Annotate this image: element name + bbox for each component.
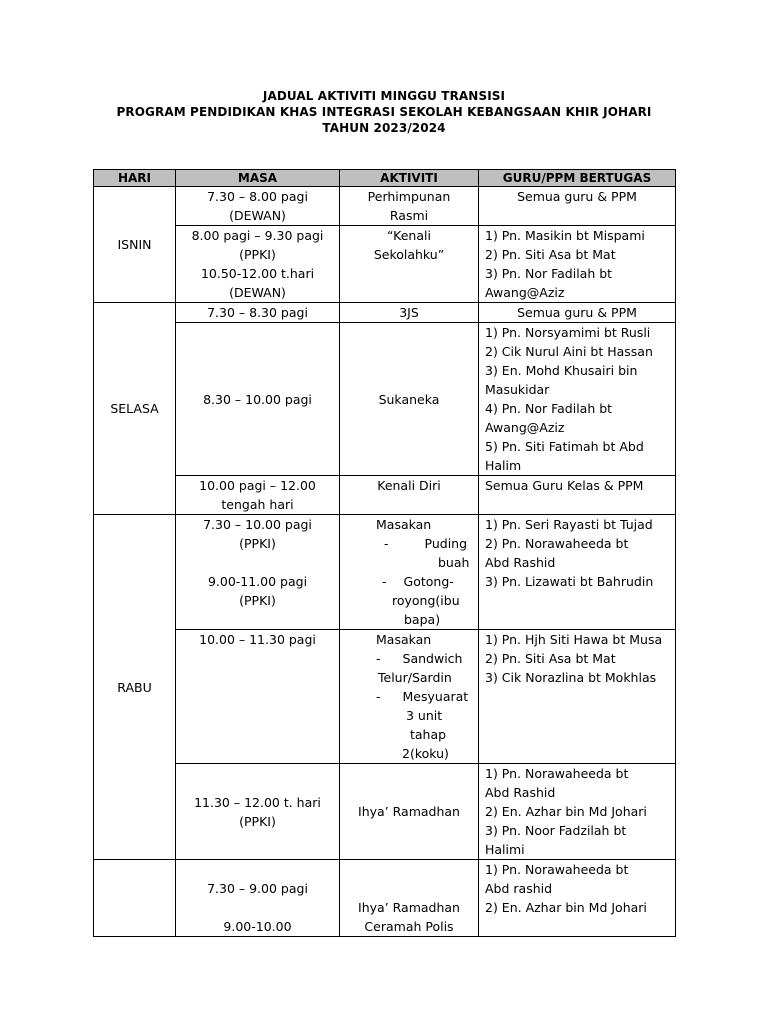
table-row <box>94 764 676 860</box>
aktiviti-cell: “Kenali Sekolahku” <box>340 226 479 303</box>
masa-cell: 10.00 pagi – 12.00 tengah hari <box>176 476 340 515</box>
table-row <box>94 515 676 630</box>
column-header-hari: HARI <box>94 170 176 187</box>
masa-cell: 10.00 – 11.30 pagi <box>176 630 340 764</box>
aktiviti-cell: Masakan - Puding buah - Gotong- royong(ibu bapa) <box>340 515 479 630</box>
guru-cell: Semua guru & PPM <box>479 303 676 323</box>
document-year: TAHUN 2023/2024 <box>322 121 446 135</box>
aktiviti-cell: Perhimpunan Rasmi <box>340 187 479 226</box>
guru-cell: 1) Pn. Masikin bt Mispami 2) Pn. Siti Asa bt Mat 3) Pn. Nor Fadilah bt Awang@Aziz <box>479 226 676 303</box>
schedule-table <box>93 169 676 937</box>
masa-cell: 8.30 – 10.00 pagi <box>176 323 340 476</box>
day-cell-empty <box>94 860 176 937</box>
column-header-masa: MASA <box>176 170 340 187</box>
guru-cell: Semua guru & PPM <box>479 187 676 226</box>
aktiviti-cell: 3JS <box>340 303 479 323</box>
day-cell-rabu: RABU <box>94 515 176 860</box>
masa-cell: 7.30 – 8.00 pagi (DEWAN) <box>176 187 340 226</box>
guru-cell: 1) Pn. Norawaheeda bt Abd Rashid 2) En. Azhar bin Md Johari 3) Pn. Noor Fadzilah bt Halimi <box>479 764 676 860</box>
masa-cell: 7.30 – 10.00 pagi (PPKI) 9.00-11.00 pagi (PPKI) <box>176 515 340 630</box>
table-row <box>94 630 676 764</box>
table-row <box>94 860 676 937</box>
aktiviti-cell: Ihya’ Ramadhan <box>340 764 479 860</box>
guru-cell: 1) Pn. Seri Rayasti bt Tujad 2) Pn. Norawaheeda bt Abd Rashid 3) Pn. Lizawati bt Bahrudin <box>479 515 676 630</box>
document-subtitle: PROGRAM PENDIDIKAN KHAS INTEGRASI SEKOLAH KEBANGSAAN KHIR JOHARI <box>116 105 652 119</box>
guru-cell: Semua Guru Kelas & PPM <box>479 476 676 515</box>
guru-cell: 1) Pn. Norawaheeda bt Abd rashid 2) En. Azhar bin Md Johari <box>479 860 676 937</box>
masa-cell: 7.30 – 9.00 pagi 9.00-10.00 <box>176 860 340 937</box>
day-cell-isnin: ISNIN <box>94 187 176 303</box>
column-header-guru: GURU/PPM BERTUGAS <box>479 170 676 187</box>
aktiviti-cell: Masakan - Sandwich Telur/Sardin - Mesyuarat 3 unit tahap 2(koku) <box>340 630 479 764</box>
day-cell-selasa: SELASA <box>94 303 176 515</box>
aktiviti-cell: Ihya’ Ramadhan Ceramah Polis <box>340 860 479 937</box>
aktiviti-cell: Kenali Diri <box>340 476 479 515</box>
guru-cell: 1) Pn. Hjh Siti Hawa bt Musa 2) Pn. Siti Asa bt Mat 3) Cik Norazlina bt Mokhlas <box>479 630 676 764</box>
masa-cell: 7.30 – 8.30 pagi <box>176 303 340 323</box>
column-header-aktiviti: AKTIVITI <box>340 170 479 187</box>
guru-cell: 1) Pn. Norsyamimi bt Rusli 2) Cik Nurul Aini bt Hassan 3) En. Mohd Khusairi bin Masukidar 4) Pn. Nor Fadilah bt Awang@Aziz 5) Pn. Siti Fatimah bt Abd Halim <box>479 323 676 476</box>
table-row <box>94 323 676 476</box>
table-row <box>94 187 676 226</box>
masa-cell: 8.00 pagi – 9.30 pagi (PPKI) 10.50-12.00 t.hari (DEWAN) <box>176 226 340 303</box>
masa-cell: 11.30 – 12.00 t. hari (PPKI) <box>176 764 340 860</box>
table-row <box>94 303 676 323</box>
table-row <box>94 476 676 515</box>
table-header-row <box>94 170 676 187</box>
table-row <box>94 226 676 303</box>
aktiviti-cell: Sukaneka <box>340 323 479 476</box>
document-title: JADUAL AKTIVITI MINGGU TRANSISI <box>262 89 506 103</box>
